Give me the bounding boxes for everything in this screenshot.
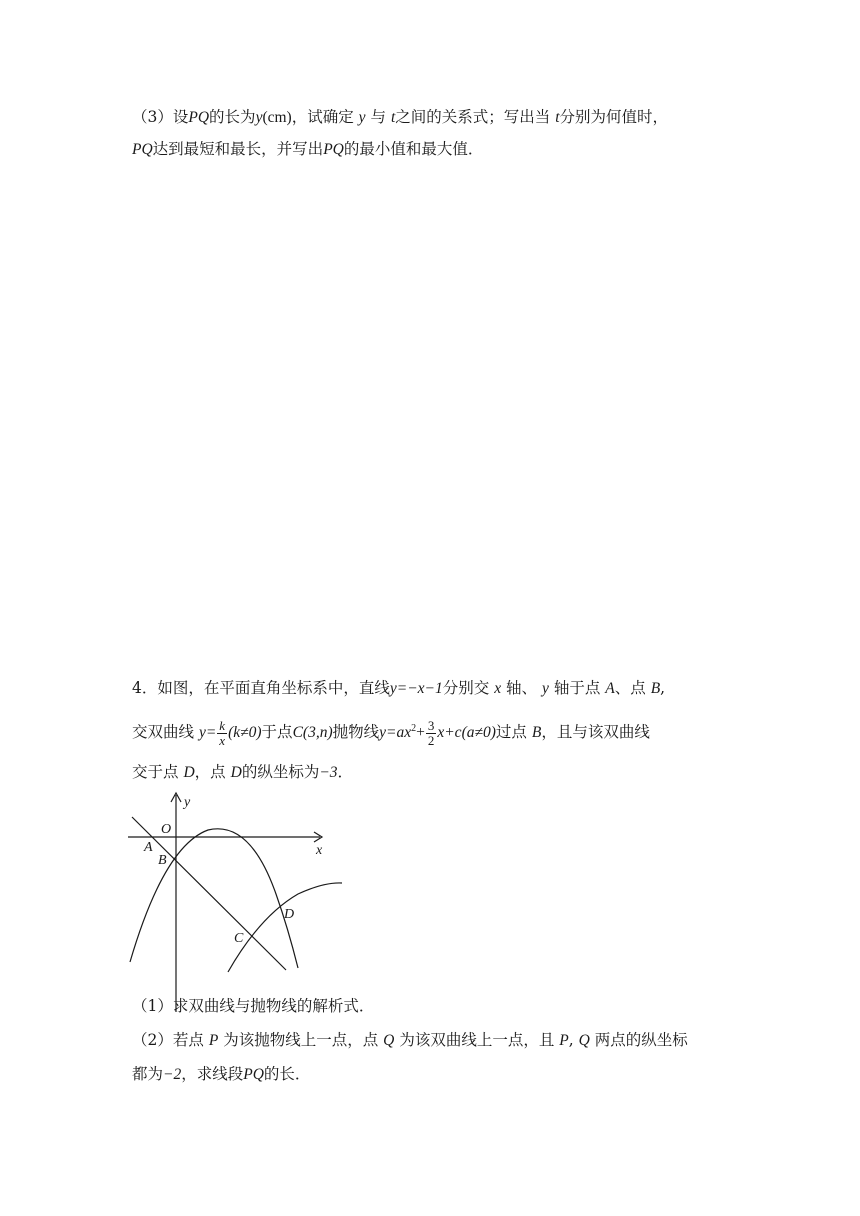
q4-sub-2-line-2 xyxy=(132,1063,310,1086)
text: , xyxy=(660,679,666,697)
math-pq: PQ xyxy=(188,109,210,126)
text: （3）设 xyxy=(132,108,189,126)
text: , xyxy=(568,1031,574,1049)
math-t: t xyxy=(555,109,560,126)
text: ． xyxy=(337,763,354,781)
point-d: D xyxy=(183,764,195,781)
text: 交双曲线 xyxy=(132,723,195,742)
unit-cm: (cm) xyxy=(262,109,292,126)
text: ，点 xyxy=(194,763,226,781)
fraction-3-over-2 xyxy=(426,719,437,748)
point-p: P xyxy=(559,1032,569,1049)
equation-parabola: y=ax xyxy=(379,724,412,742)
text: 的长． xyxy=(263,1065,311,1083)
equation-parabola-rest: x+c(a≠0) xyxy=(437,724,496,742)
math-pq: PQ xyxy=(132,141,153,158)
math-y: y xyxy=(542,680,549,697)
frac-numerator: 3 xyxy=(427,717,435,733)
text: 为该双曲线上一点，且 xyxy=(399,1031,555,1049)
point-q: Q xyxy=(578,1032,590,1049)
text: 轴、 xyxy=(506,679,538,697)
text: 分别为何值时， xyxy=(559,108,669,126)
condition: (k≠0) xyxy=(228,724,262,742)
fraction-k-over-x xyxy=(217,719,227,748)
frac-denominator: x xyxy=(219,732,226,748)
text: ，试确定 xyxy=(291,108,354,126)
math-pq: PQ xyxy=(323,141,344,158)
q4-line-1 xyxy=(132,677,665,700)
text: 抛物线 xyxy=(332,723,380,742)
value: −2 xyxy=(163,1066,182,1083)
point-d: D xyxy=(230,764,242,781)
equation-line: y=−x−1 xyxy=(389,680,443,697)
q4-line-3 xyxy=(132,761,353,784)
text: ，且与该双曲线 xyxy=(541,723,650,742)
frac-numerator: k xyxy=(219,717,226,733)
math-t: t xyxy=(390,109,396,126)
label-a: A xyxy=(144,840,153,855)
q4-sub-1 xyxy=(132,995,374,1017)
value: −3 xyxy=(319,764,338,781)
point-p: P xyxy=(208,1032,219,1049)
label-x: x xyxy=(316,843,323,858)
text: 、点 xyxy=(614,679,646,697)
math-x: x xyxy=(494,680,502,697)
text: 为该抛物线上一点，点 xyxy=(223,1031,379,1049)
operator: + xyxy=(416,724,425,742)
point-c: C(3,n) xyxy=(292,724,333,742)
text: 交于点 xyxy=(132,763,179,781)
text: 达到最短和最长，并写出 xyxy=(152,140,324,158)
text: 分别交 xyxy=(442,679,490,697)
text: （1）求双曲线与抛物线的解析式． xyxy=(132,997,375,1015)
math-pq: PQ xyxy=(243,1066,264,1083)
text: 的长为 xyxy=(209,108,256,126)
label-b: B xyxy=(158,853,167,868)
text: （2）若点 xyxy=(132,1031,204,1049)
text: 于点 xyxy=(261,723,293,742)
hyperbola-curve xyxy=(228,883,342,972)
text: 与 xyxy=(370,108,387,126)
text: 之间的关系式；写出当 xyxy=(395,108,551,126)
coordinate-figure xyxy=(128,790,348,1020)
text: 4．如图，在平面直角坐标系中，直线 xyxy=(132,679,390,697)
text: 轴于点 xyxy=(553,679,601,697)
label-d: D xyxy=(284,907,295,922)
q3-line-1 xyxy=(132,106,668,129)
point-b: B xyxy=(531,724,542,742)
math-y: y xyxy=(358,109,366,126)
text: 的最小值和最大值． xyxy=(343,140,484,158)
point-b: B xyxy=(650,680,661,697)
frac-denominator: 2 xyxy=(427,732,435,748)
math-y: y xyxy=(255,109,263,126)
exponent: 2 xyxy=(411,723,417,734)
text: 都为 xyxy=(132,1065,164,1083)
text: 过点 xyxy=(495,723,527,742)
label-y: y xyxy=(184,795,191,810)
label-o: O xyxy=(161,822,172,837)
q4-line-2 xyxy=(132,718,650,748)
q3-line-2 xyxy=(132,138,483,161)
equation-hyperbola: y= xyxy=(198,724,217,742)
point-a: A xyxy=(605,680,615,697)
point-q: Q xyxy=(383,1032,395,1049)
label-c: C xyxy=(234,931,244,946)
text: ，求线段 xyxy=(181,1065,244,1083)
q4-sub-2-line-1 xyxy=(132,1029,688,1052)
text: 两点的纵坐标 xyxy=(594,1031,688,1049)
text: 的纵坐标为 xyxy=(241,763,320,781)
